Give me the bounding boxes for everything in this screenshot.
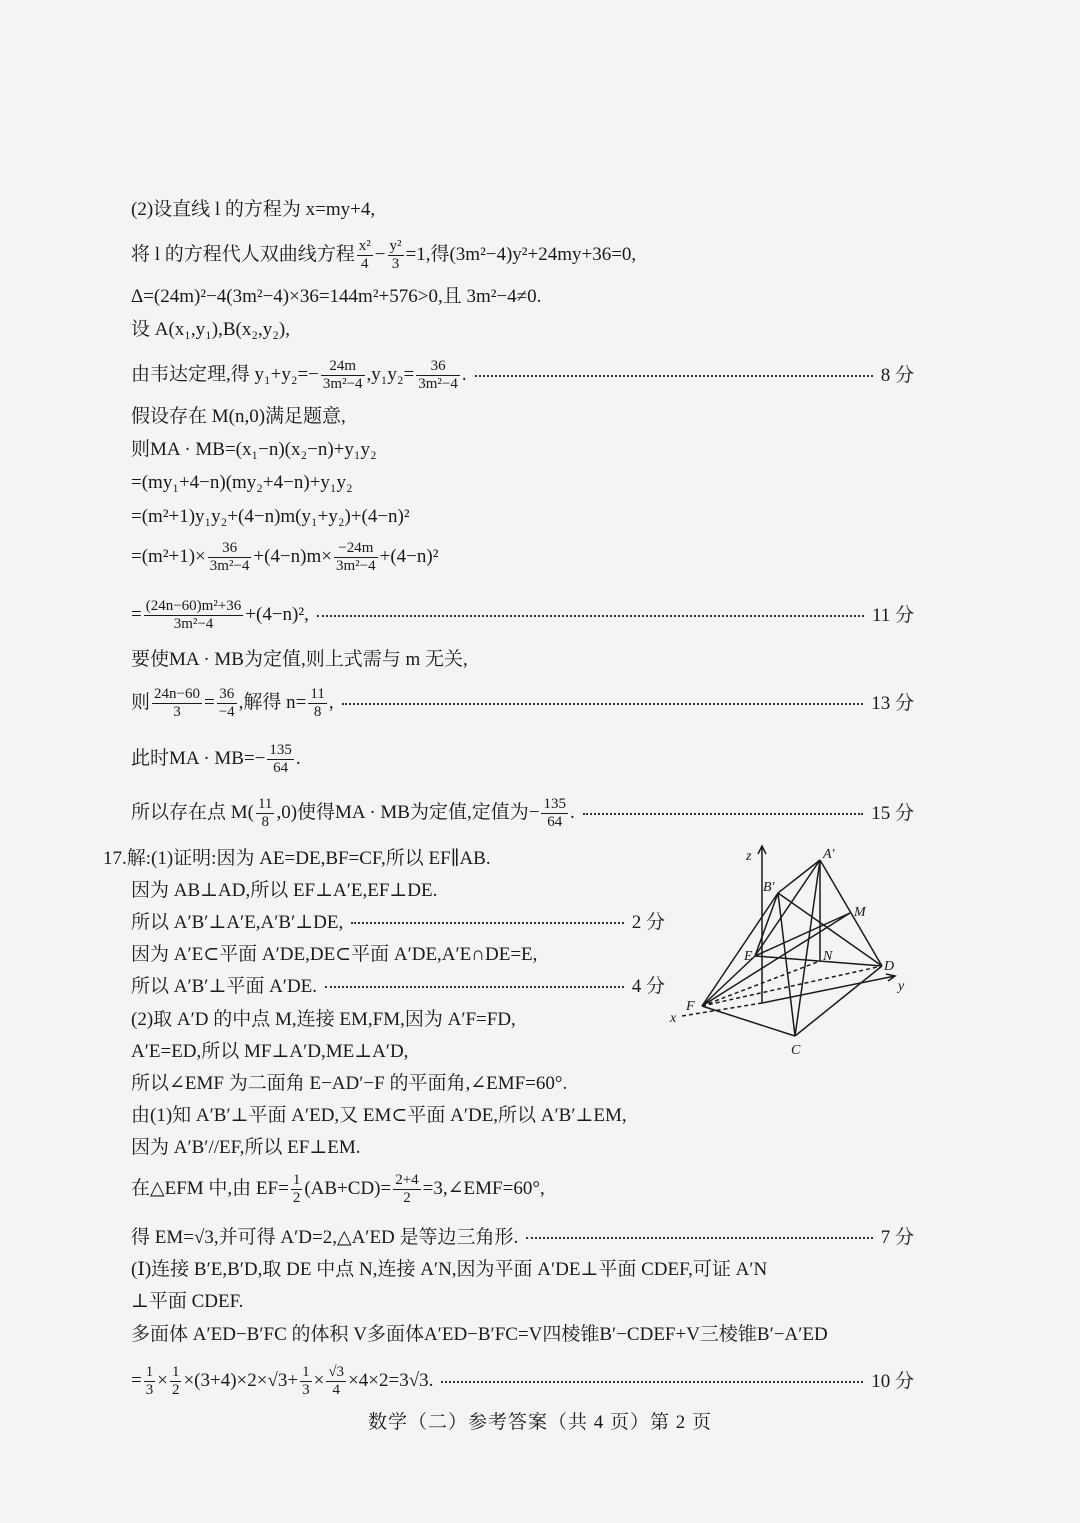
text-line: 因为 A′E⊂平面 A′DE,DE⊂平面 A′DE,A′E∩DE=E, [131, 944, 538, 965]
text-line-scored: 得 EM=√3,并可得 A′D=2,△A′ED 是等边三角形. 7 分 [131, 1227, 914, 1248]
label-F: F [686, 999, 695, 1014]
text-line-scored: 所以 A′B′⊥平面 A′DE. 4 分 [131, 976, 665, 997]
text-line-scored: = $\frac{1}{3}$ × $\frac{1}{2}$ ×(3+4)×2×√3+ $\frac{1}{3}$ × $\frac{√3}{4}$ ×4×2=3√3. 10 分 [131, 1364, 914, 1398]
text-line: Δ=(24m)²−4(3m²−4)×36=144m²+576>0,且 3m²−4≠0. [131, 286, 542, 307]
label-E: E [744, 949, 753, 964]
fraction: $\frac{√3}{4}$ [328, 1364, 345, 1398]
score-label: 11 分 [871, 604, 914, 626]
text-line: =(my₁+4−n)(my₂+4−n)+y₁y₂ [131, 472, 353, 493]
fraction: $\frac{1}{2}$ [292, 1172, 301, 1206]
text-line: A′E=ED,所以 MF⊥A′D,ME⊥A′D, [131, 1041, 409, 1062]
fraction: $\frac{11}{8}$ [257, 796, 273, 830]
dot-leader [325, 986, 624, 988]
edge-F-C [702, 1006, 795, 1036]
text-line: 此时MA · MB=− $\frac{135}{64}$ . [131, 742, 301, 776]
label-M: M [854, 905, 866, 920]
text-line: =(m²+1)× $\frac{36}{\text{3m²−4}}$ +(4−n)m× $\frac{-24m}{\text{3m²−4}}$ +(4−n)² [131, 540, 439, 574]
fraction: $\frac{\text{y²}}{3}$ [389, 238, 402, 272]
score-label: 2 分 [631, 912, 665, 933]
polyhedron-diagram [660, 838, 920, 1063]
text-line-scored: 则 $\frac{24n-60}{3}$ = $\frac{36}{-4}$ ,解得 n= $\frac{11}{8}$ , 13 分 [131, 686, 914, 720]
edge-B-C [778, 893, 795, 1036]
fraction: $\frac{135}{64}$ [269, 742, 292, 776]
fraction: $\frac{\text{(24n−60)m²+36}}{\text{3m²−4}}$ [145, 598, 242, 632]
text-line: (Ⅰ)连接 B′E,B′D,取 DE 中点 N,连接 A′N,因为平面 A′DE⊥平面 CDEF,可证 A′N [131, 1259, 768, 1280]
fraction: $\frac{\text{x²}}{4}$ [358, 238, 371, 272]
y-axis [762, 976, 895, 1003]
fraction: $\frac{24n-60}{3}$ [154, 686, 200, 720]
dot-leader [526, 1237, 872, 1239]
dot-leader [441, 1381, 863, 1383]
question-17-heading: 17.解:(1)证明:因为 AE=DE,BF=CF,所以 EF∥AB. [103, 848, 491, 869]
score-label: 8 分 [880, 364, 914, 386]
fraction: $\frac{24m}{\text{3m²−4}}$ [322, 358, 363, 392]
edge-C-D [795, 966, 882, 1036]
score-label: 13 分 [871, 692, 914, 714]
dot-leader [351, 922, 624, 924]
text-line: =(m²+1)y₁y₂+(4−n)m(y₁+y₂)+(4−n)² [131, 506, 410, 527]
fraction: $\frac{-24m}{\text{3m²−4}}$ [336, 540, 376, 574]
polyhedron-figure [660, 838, 920, 1063]
label-y: y [898, 979, 905, 994]
fraction: $\frac{36}{-4}$ [218, 686, 235, 720]
score-label: 15 分 [871, 802, 914, 824]
text-line: 在△EFM 中,由 EF= $\frac{1}{2}$ (AB+CD)= $\frac{2+4}{2}$ =3,∠EMF=60°, [131, 1172, 545, 1206]
label-D: D [884, 959, 895, 974]
label-x: x [670, 1011, 677, 1026]
edge-F-D-hidden [702, 966, 882, 1006]
fraction: $\frac{135}{64}$ [543, 796, 566, 830]
edge-C-A [795, 860, 820, 1036]
page-footer: 数学（二）参考答案（共 4 页）第 2 页 [367, 1412, 712, 1433]
fraction: $\frac{1}{3}$ [145, 1364, 154, 1398]
text-line: 则MA · MB=(x₁−n)(x₂−n)+y₁y₂ [131, 439, 377, 460]
dot-leader [342, 703, 864, 705]
text-line: ⊥平面 CDEF. [131, 1291, 244, 1312]
fraction: $\frac{11}{8}$ [310, 686, 325, 720]
label-z: z [746, 849, 752, 864]
fraction: $\frac{2+4}{2}$ [395, 1172, 419, 1206]
dot-leader [475, 375, 873, 377]
text-line: 由(1)知 A′B′⊥平面 A′ED,又 EM⊂平面 A′DE,所以 A′B′⊥EM, [131, 1105, 627, 1126]
score-label: 10 分 [871, 1370, 914, 1392]
text-line: 将 l 的方程代人双曲线方程 $\frac{\text{x²}}{4}$ − $\frac{\text{y²}}{3}$ =1,得(3m²−4)y²+24my+36=0, [131, 238, 637, 272]
fraction: $\frac{36}{\text{3m²−4}}$ [418, 358, 458, 392]
fraction: $\frac{36}{\text{3m²−4}}$ [209, 540, 250, 574]
label-N: N [823, 949, 833, 964]
text-line-scored: 所以 A′B′⊥A′E,A′B′⊥DE, 2 分 [131, 912, 665, 933]
text-line: (2)设直线 l 的方程为 x=my+4, [131, 199, 376, 220]
text-line: 设 A(x₁,y₁),B(x₂,y₂), [131, 319, 290, 340]
label-B: B′ [763, 880, 775, 895]
score-label: 7 分 [880, 1227, 914, 1248]
score-label: 4 分 [631, 976, 665, 997]
fraction: $\frac{1}{3}$ [302, 1364, 310, 1398]
text-line-scored: = $\frac{\text{(24n−60)m²+36}}{\text{3m²−4}}$ +(4−n)², 11 分 [131, 598, 914, 632]
text-line: 所以∠EMF 为二面角 E−AD′−F 的平面角,∠EMF=60°. [131, 1073, 568, 1094]
fraction: $\frac{1}{2}$ [171, 1364, 180, 1398]
edge-A-B [778, 860, 820, 893]
text-line: (2)取 A′D 的中点 M,连接 EM,FM,因为 A′F=FD, [131, 1009, 516, 1030]
dot-leader [317, 615, 864, 617]
text-line-scored: 由韦达定理,得 y₁+y₂=− $\frac{24m}{\text{3m²−4}}$ ,y₁y₂= $\frac{36}{\text{3m²−4}}$ . 8 分 [131, 358, 914, 392]
label-C: C [791, 1043, 801, 1058]
text-line: 假设存在 M(n,0)满足题意, [131, 406, 346, 427]
text-line: 因为 AB⊥AD,所以 EF⊥A′E,EF⊥DE. [131, 880, 438, 901]
text-line: 多面体 A′ED−B′FC 的体积 V多面体A′ED−B′FC=V四棱锥B′−CDEF+V三棱锥B′−A′ED [131, 1324, 828, 1345]
text-line: 要使MA · MB为定值,则上式需与 m 无关, [131, 649, 468, 670]
text-line: 因为 A′B′//EF,所以 EF⊥EM. [131, 1137, 361, 1158]
edge-B-F [702, 893, 778, 1006]
label-A: A′ [823, 847, 835, 862]
text-line-scored: 所以存在点 M( $\frac{11}{8}$ ,0)使得MA · MB为定值,定值为− $\frac{135}{64}$ . 15 分 [131, 796, 914, 830]
dot-leader [583, 813, 864, 815]
